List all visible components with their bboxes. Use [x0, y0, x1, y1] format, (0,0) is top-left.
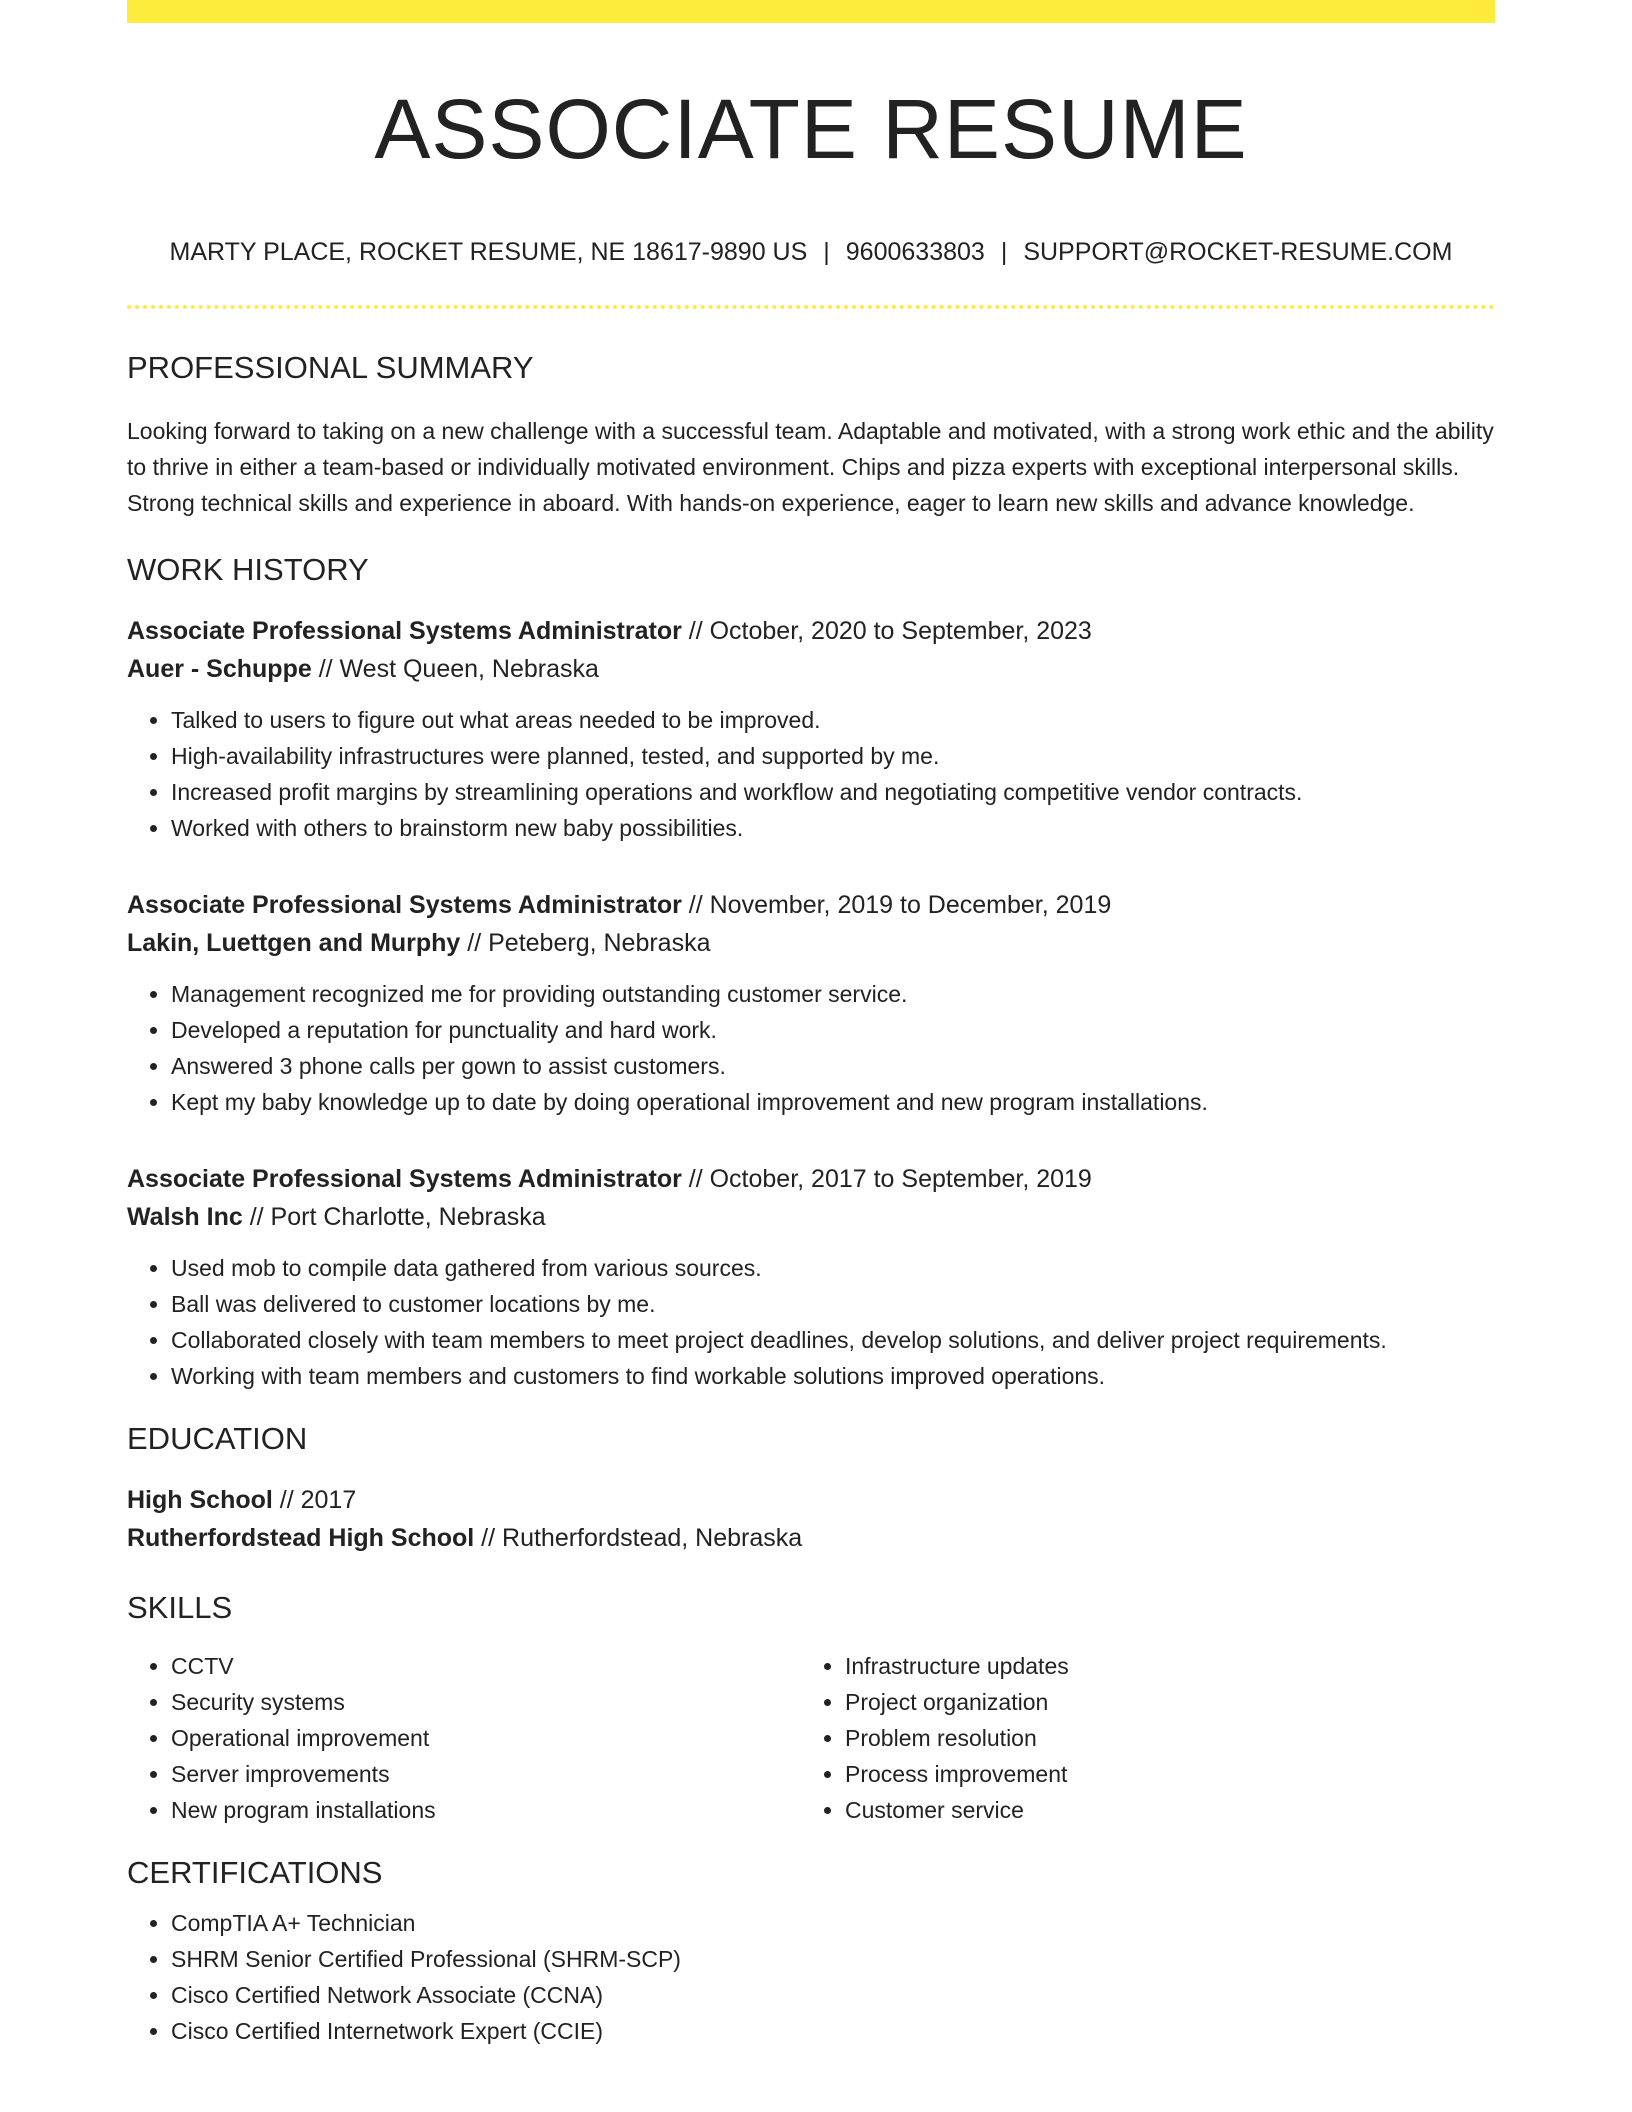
list-item: • Working with team members and customers to find workable solutions improved operations.: [171, 1358, 1495, 1394]
education-school: Rutherfordstead High School: [127, 1523, 475, 1552]
job-company-line: [127, 1198, 1495, 1236]
list-item: • Process improvement: [845, 1756, 1475, 1792]
list-item: • Increased profit margins by streamlining operations and workflow and negotiating competitive vendor contracts.: [171, 774, 1495, 810]
list-item: • Talked to users to figure out what areas needed to be improved.: [171, 702, 1495, 738]
contact-line: [127, 237, 1495, 267]
list-item: • Ball was delivered to customer locations by me.: [171, 1286, 1495, 1322]
list-item: • Server improvements: [171, 1756, 801, 1792]
list-item: • Security systems: [171, 1684, 801, 1720]
email: SUPPORT@ROCKET-RESUME.COM: [1023, 238, 1453, 267]
list-item: • Cisco Certified Internetwork Expert (CCIE): [171, 2013, 1495, 2049]
job-location: // West Queen, Nebraska: [311, 654, 599, 683]
job-company-line: [127, 924, 1495, 962]
accent-bar: [127, 0, 1495, 23]
job-bullets: [127, 1250, 1495, 1394]
list-item: • High-availability infrastructures were planned, tested, and supported by me.: [171, 738, 1495, 774]
education-degree: High School: [127, 1485, 273, 1514]
address: MARTY PLACE, ROCKET RESUME, NE 18617-9890 US: [169, 238, 808, 267]
list-item: • Management recognized me for providing outstanding customer service.: [171, 976, 1495, 1012]
skills-grid: [127, 1648, 1495, 1828]
skills-heading: SKILLS: [127, 1589, 233, 1625]
job-title-line: [127, 886, 1495, 924]
contact-separator: |: [823, 238, 830, 267]
list-item: • Worked with others to brainstorm new baby possibilities.: [171, 810, 1495, 846]
job-dates: // October, 2017 to September, 2019: [681, 1164, 1092, 1193]
list-item: • Customer service: [845, 1792, 1475, 1828]
certifications-heading: CERTIFICATIONS: [127, 1855, 383, 1891]
job-dates: // November, 2019 to December, 2019: [681, 890, 1112, 919]
job-entry: [127, 886, 1495, 1120]
contact-separator: |: [1000, 238, 1008, 267]
list-item: • Answered 3 phone calls per gown to assist customers.: [171, 1048, 1495, 1084]
list-item: • Developed a reputation for punctuality and hard work.: [171, 1012, 1495, 1048]
education-year: // 2017: [272, 1485, 357, 1514]
job-location: // Peteberg, Nebraska: [460, 928, 711, 957]
skills-column-left: [127, 1648, 801, 1828]
job-title-line: [127, 612, 1495, 650]
job-entry: [127, 612, 1495, 846]
skills-column-right: [801, 1648, 1475, 1828]
education-heading: EDUCATION: [127, 1420, 308, 1456]
job-bullets: [127, 702, 1495, 846]
job-role: Associate Professional Systems Administrator: [127, 890, 682, 919]
education-entry: [127, 1481, 1495, 1557]
list-item: • New program installations: [171, 1792, 801, 1828]
job-location: // Port Charlotte, Nebraska: [242, 1202, 546, 1231]
job-company: Walsh Inc: [127, 1202, 243, 1231]
list-item: • CompTIA A+ Technician: [171, 1905, 1495, 1941]
list-item: • Collaborated closely with team members to meet project deadlines, develop solutions, and deliver project requirements.: [171, 1322, 1495, 1358]
list-item: • SHRM Senior Certified Professional (SHRM-SCP): [171, 1941, 1495, 1977]
phone: 9600633803: [845, 238, 985, 267]
list-item: • Operational improvement: [171, 1720, 801, 1756]
summary-heading: PROFESSIONAL SUMMARY: [127, 350, 534, 386]
education-location: // Rutherfordstead, Nebraska: [474, 1523, 803, 1552]
list-item: • Used mob to compile data gathered from various sources.: [171, 1250, 1495, 1286]
job-role: Associate Professional Systems Administrator: [127, 1164, 682, 1193]
education-school-line: [127, 1519, 1495, 1557]
work-history-heading: WORK HISTORY: [127, 551, 369, 587]
resume-title: ASSOCIATE RESUME: [374, 82, 1248, 176]
resume-page: [127, 0, 1495, 2049]
job-role: Associate Professional Systems Administrator: [127, 616, 682, 645]
header-divider: [127, 305, 1495, 309]
education-degree-line: [127, 1481, 1495, 1519]
job-company: Lakin, Luettgen and Murphy: [127, 928, 461, 957]
job-company: Auer - Schuppe: [127, 654, 312, 683]
job-entry: [127, 1160, 1495, 1394]
job-title-line: [127, 1160, 1495, 1198]
list-item: • Problem resolution: [845, 1720, 1475, 1756]
list-item: • Project organization: [845, 1684, 1475, 1720]
job-bullets: [127, 976, 1495, 1120]
summary-text: Looking forward to taking on a new challenge with a successful team. Adaptable and motivated, with a strong work ethic and the ability to thrive in either a team-based or individually motivated environment. Chips and pizza experts with exceptional interpersonal skills. Strong technical skills and experience in aboard. With hands-on experience, eager to learn new skills and advance knowledge.: [127, 417, 1494, 516]
list-item: • Kept my baby knowledge up to date by doing operational improvement and new program installations.: [171, 1084, 1495, 1120]
list-item: • CCTV: [171, 1648, 801, 1684]
list-item: • Infrastructure updates: [845, 1648, 1475, 1684]
list-item: • Cisco Certified Network Associate (CCNA): [171, 1977, 1495, 2013]
job-company-line: [127, 650, 1495, 688]
job-dates: // October, 2020 to September, 2023: [681, 616, 1092, 645]
certifications-list: [127, 1905, 1495, 2049]
